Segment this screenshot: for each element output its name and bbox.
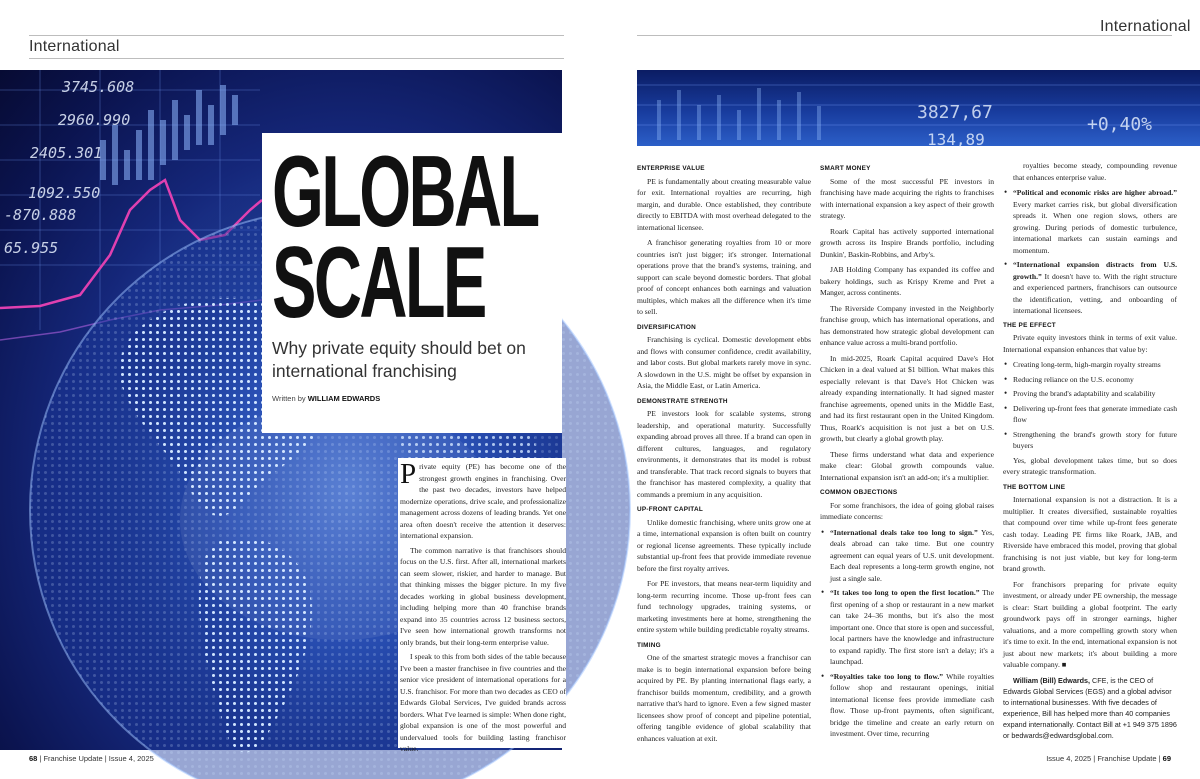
paragraph: The Riverside Company invested in the Neighborly franchise group, which has international operations, and has demonstrated how strategic global development can enhance value across a multi-brand portfolio. [820,303,994,347]
hero-number-1: 3745.608 [62,78,135,96]
list-item: • Strengthening the brand's growth story for future buyers [1003,429,1177,452]
paragraph: Some of the most successful PE investors in franchising have made acquiring the rights to franchises with international expansion a key aspect of their growth strategy. [820,176,994,220]
header-rule-left-bottom [29,58,564,59]
footer-text-left: | Franchise Update | Issue 4, 2025 [37,754,154,763]
paragraph: royalties become steady, compounding revenue that enhances enterprise value. [1013,161,1177,182]
objections-list [820,527,994,740]
bio-text: CFE, is the CEO of Edwards Global Services (EGS) and a global advisor to international businesses. With five decades of experience, Bill has helped more than 40 companies expand internationally. Contact Bill at +1 949 375 1896 or bedwards@edwardsglobal.com. [1003,675,1177,740]
footer-page-left: 68 [29,754,38,763]
article-column-2 [820,160,994,745]
title-line-1: GLOBAL [272,136,538,248]
objection-head: “Royalties take too long to flow.” [830,671,944,681]
article-title [272,136,538,339]
objection-text: Every market carries risk, but global diversification spreads it. When one region slows, others are growing. During periods of domestic turbulence, international markets can sustain earnings and momentum. [1013,199,1177,255]
hero-number-6: 65.955 [4,239,59,257]
subhead-up-front-capital: UP-FRONT CAPITAL [637,506,704,513]
objections-list-continued [1003,187,1177,317]
title-line-2: SCALE [272,226,485,339]
subhead-enterprise-value: ENTERPRISE VALUE [637,165,705,172]
article-subtitle: Why private equity should bet on international franchising [272,337,526,381]
intro-paragraph-2: The common narrative is that franchisors should focus on the U.S. first. After all, international markets can seem slower, riskier, and harder to manage. But that thinking misses the bigger picture. In my five decades working in global business development, including helping more than 40 franchise brands expand into 35 countries across 12 business sectors, I've seen how international growth transforms not only brands, but their long-term enterprise value. [400,545,566,647]
list-item [820,587,994,668]
footer-text-right: Issue 4, 2025 | Franchise Update | [1046,754,1163,763]
pe-effect-list [1003,359,1177,452]
objection-head: “Political and economic risks are higher abroad.” [1013,188,1177,197]
list-item: • Delivering up-front fees that generate immediate cash flow [1003,403,1177,426]
ticker-illustration [637,70,1200,149]
list-item: • Proving the brand's adaptability and scalability [1003,388,1177,400]
objection-head: “It takes too long to open the first location.” [830,588,980,597]
paragraph: Unlike domestic franchising, where units grow one at a time, international expansion is often built on country or regional license agreements. These typically include substantial up-front fees that provide immediate revenue before the first royalty arrives. [637,517,811,573]
objection-text: While royalties follow shop and restaurant openings, initial international license fees provide immediate cash flow. Those up-front payments, often significant, bridge the timeline and create an early return on investment. Over time, recurring [830,671,994,738]
drop-cap: P [400,458,417,490]
byline-author: WILLIAM EDWARDS [307,394,381,404]
list-item [820,527,994,585]
subhead-smart-money: SMART MONEY [820,165,871,172]
footer-right [1046,754,1171,763]
paragraph: A franchisor generating royalties from 10 or more countries isn't just bigger; it's stronger. International operations prove that the brand's systems, training, and support can scale beyond domestic borders. That global proof of concept enhances both earnings and valuation multiples, which makes all the difference when it's time to sell. [637,238,811,316]
footer-left [29,754,154,763]
section-label-right: International [1100,18,1191,35]
paragraph: For franchisors preparing for private equity investment, or already under PE ownership, the message is clear: Start building a global footprint. The early groundwork pays off in stronger earnings, higher valuations, and a more compelling growth story when it's time to exit. In the end, international expansion is not just about new markets; it's about building a more valuable company. ■ [1003,579,1177,669]
objection-text: The first opening of a shop or restaurant in a new market can take 24–36 months, but it's also the most important one. Once that store is open and successful, local partners have the knowledge and infrastructure to expand rapidly. The first store isn't a delay; it's a launchpad. [830,588,994,666]
byline-prefix: Written by [272,394,308,404]
byline [272,394,552,403]
hero-number-4: 1092.550 [28,184,101,202]
intro-paragraph-3: I speak to this from both sides of the table because I've been a master franchisee in five countries and the senior vice president of international operations for a U.S. franchisor. For more than two decades as CEO of Edwards Global Services, I've guided brands across borders. What I've learned is simple: When done right, global expansion is one of the most powerful and undervalued tools for building lasting franchisor value. [400,652,566,753]
section-label-left: International [29,38,120,55]
bio-name: William (Bill) Edwards, [1013,675,1091,685]
list-item [1003,259,1177,317]
subhead-demonstrate-strength: DEMONSTRATE STRENGTH [637,397,728,405]
list-item [820,671,994,740]
ticker-number-1: 3827,67 [917,102,993,123]
paragraph: One of the smartest strategic moves a franchisor can make is to begin international expansion before being acquired by PE. By planting international flags early, a franchisor builds momentum, credibility, and a growth narrative that's hard to ignore. Even a few signed master licensees show proof of concept and pipeline potential, offering tangible evidence of global scalability that enhances valuation at exit. [637,653,811,743]
paragraph: Roark Capital has actively supported international growth across its Inspire Brands portfolio, including Dunkin', Baskin-Robbins, and Arby's. [820,226,994,259]
header-ticker-image [637,70,1200,149]
header-rule-right [637,35,1172,36]
paragraph: Private equity investors think in terms of exit value. International expansion enhances that value by: [1003,333,1177,354]
paragraph: In mid-2025, Roark Capital acquired Dave's Hot Chicken in a deal valued at $1 billion. What makes this especially relevant is that Dave's Hot Chicken was already expanding internationally. It had signed master franchise agreements, opened units in the Middle East, and had its first restaurant open in the United Kingdom. Thus, Roark's acquisition is not just a bet on U.S. growth, but clearly a global growth play. [820,353,994,443]
subhead-common-objections: COMMON OBJECTIONS [820,489,898,496]
paragraph: For PE investors, that means near-term liquidity and long-term recurring income. Those up-front fees can fund technology upgrades, training systems, or marketing investments here at home, strengthening the entire system while building predictable royalty streams. [637,579,811,634]
paragraph: PE investors look for scalable systems, strong leadership, and operational maturity. Successfully expanding abroad proves all three. If a brand can open in different cultures, languages, and regulatory environments, it demonstrates that its model is robust and transferable. That track record signals to buyers that the franchisor has mastered complexity, a quality that commands a premium in any acquisition. [637,409,811,499]
header-rule-left [29,35,564,36]
subhead-pe-effect: THE PE EFFECT [1003,321,1056,329]
objection-head: “International expansion distracts from U.S. growth.” [1013,260,1177,281]
hero-number-3: 2405.301 [30,144,103,162]
list-item [1003,187,1177,256]
list-item: • Reducing reliance on the U.S. economy [1003,374,1177,386]
hero-number-5: -870.888 [4,206,77,224]
article-column-1 [637,160,811,745]
paragraph: Yes, global development takes time, but so does every strategic transformation. [1003,455,1177,476]
hero-number-2: 2960.990 [58,111,131,129]
paragraph: For some franchisors, the idea of going global raises immediate concerns: [820,500,994,521]
paragraph: PE is fundamentally about creating measurable value for exit. International royalties are recurring, high margin, and durable. Once established, they contribute directly to EBITDA with most overhead delegated to the international licensee. [637,176,811,232]
intro-column [398,458,566,753]
paragraph: JAB Holding Company has expanded its coffee and bakery holdings, such as Krispy Kreme and Pret a Manger, across continents. [820,265,994,297]
article-column-3 [1003,160,1177,745]
ticker-number-2: +0,40% [1087,114,1153,135]
list-item: • Creating long-term, high-margin royalty streams [1003,359,1177,371]
ticker-number-3: 134,89 [927,130,985,149]
objection-head: “International deals take too long to sign.” [830,527,978,537]
objection-text: It doesn't have to. With the right structure and experienced partners, franchisors can outsource the identification, vetting, and onboarding of international licensees. [1013,271,1177,315]
intro-paragraph-1 [400,458,566,542]
author-bio [1003,675,1177,741]
paragraph: Franchising is cyclical. Domestic development ebbs and flows with consumer confidence, credit availability, and labor costs. But global markets rarely move in sync. A slowdown in the U.S. might be offset by expansion in Asia, the Middle East, or Latin America. [637,335,811,390]
subhead-diversification: DIVERSIFICATION [637,323,697,331]
intro-text-1: rivate equity (PE) has become one of the strongest growth engines in franchising. Over the past two decades, investors have helped modernize operations, drive scale, and professionalize management across dozens of leading brands. Yet one area often doesn't receive the attention it deserves: international expansion. [400,462,566,540]
paragraph: These firms understand what data and experience make clear: Global growth compounds value. International expansion isn't an add-on; it's a multiplier. [820,449,994,482]
subhead-timing: TIMING [637,641,661,649]
objection-text: Yes, deals abroad can take time. But one country agreement can equal years of U.S. unit development. Each deal represents a long-term growth engine, not just a single sale. [830,527,994,583]
footer-page-right: 69 [1162,754,1171,763]
title-box [262,133,562,433]
paragraph: International expansion is not a distraction. It is a multiplier. It creates diversified, sustainable royalties that compound over time while up-front fees generate cash today. Leading PE firms like Roark, JAB, and Riverside have embraced this model, proving that global franchising is not just viable, but key for long-term brand growth. [1003,495,1177,573]
subhead-bottom-line: THE BOTTOM LINE [1003,483,1066,491]
